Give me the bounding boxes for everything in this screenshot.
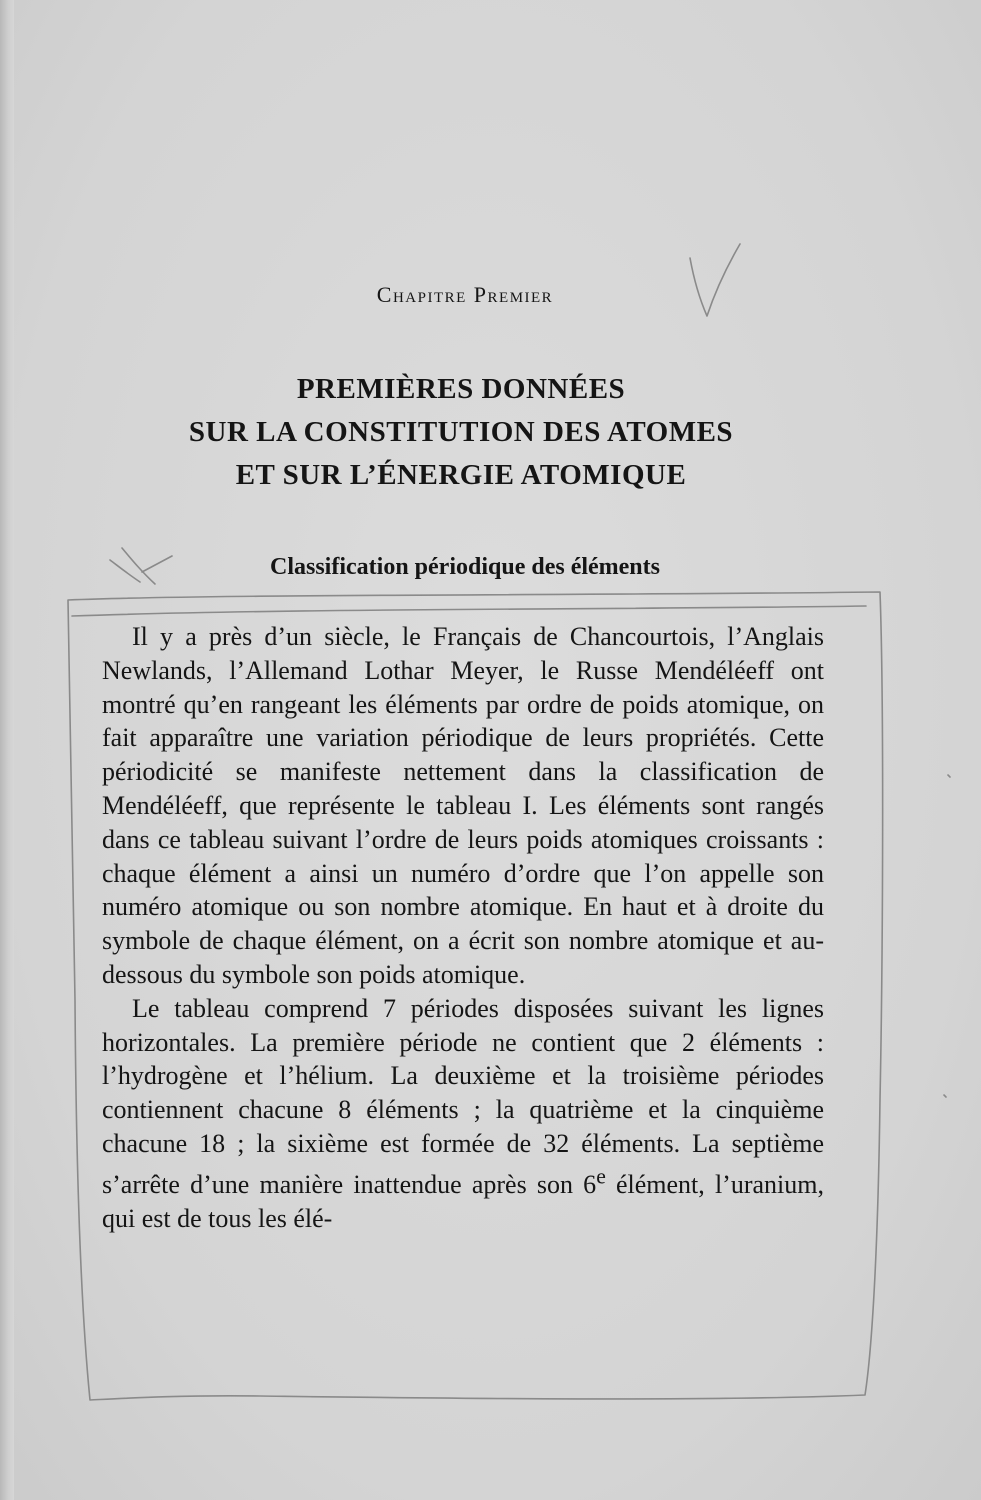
section-heading: Classification périodique des éléments — [270, 554, 660, 580]
paragraph-2 — [102, 992, 824, 1236]
body-text — [102, 620, 824, 1236]
pencil-frame-inner-icon — [72, 606, 866, 616]
chapter-title-line-3: ET SUR L’ÉNERGIE ATOMIQUE — [235, 459, 687, 491]
page-spine-shadow — [0, 0, 14, 1500]
pencil-dot-icon — [944, 1095, 946, 1097]
paragraph-2-continuation: La septième s’arrête d’une manière inattendue après son 6e élément, l’uranium, qui est de tous les élé- — [102, 1128, 825, 1234]
chapter-title — [0, 368, 922, 497]
chapter-label: Chapitre Premier — [376, 282, 554, 307]
chapter-title-line-2: SUR LA CONSTITUTION DES ATOMES — [188, 416, 734, 448]
chapter-title-line-1: PREMIÈRES DONNÉES — [296, 373, 626, 405]
paragraph-1: Il y a près d’un siècle, le Français de Chancourtois, l’Anglais Newlands, l’Allemand Lothar Meyer, le Russe Mendéléeff ont montré qu’en rangeant les éléments par ordre de poids atomique, on fait apparaître une variation périodique de leurs propriétés. Cette périodicité se manifeste nettement dans la classification de Mendéléeff, que représente le tableau I. Les éléments sont rangés dans ce tableau suivant l’ordre de leurs poids atomiques croissants : chaque élément a ainsi un numéro d’ordre que l’on appelle son numéro atomique ou son nombre atomique. En haut et à droite du symbole de chaque élément, on a écrit son nombre atomique et au-dessous du symbole son poids atomique. — [102, 622, 824, 989]
paragraph-2-main: Le tableau comprend 7 périodes disposées suivant les lignes horizontales. La première période ne contient que 2 éléments : l’hydrogène et l’hélium. La deuxième et la troisième périodes contiennent chacune 8 éléments ; la quatrième et la cinquième chacune 18 ; la sixième est formée de 32 éléments. — [102, 993, 824, 1158]
ordinal-superscript: e — [596, 1164, 606, 1189]
pencil-dot-icon — [948, 775, 950, 777]
